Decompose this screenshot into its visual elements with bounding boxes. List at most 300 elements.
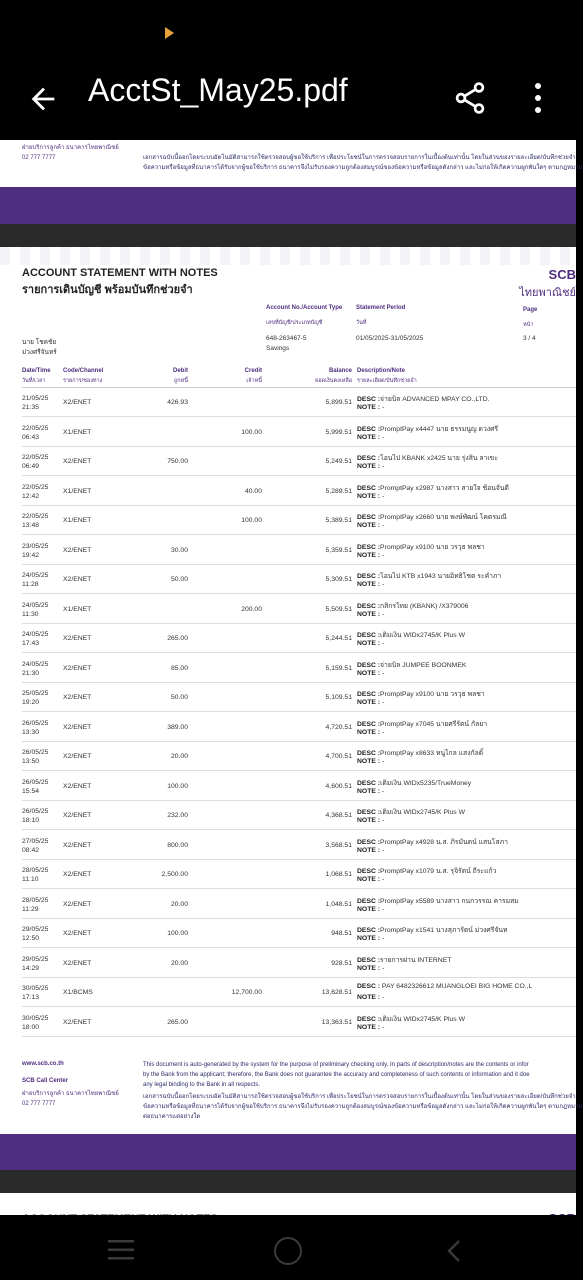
disclaimer-th-line3: ต่อธนาคารแต่อย่างใด xyxy=(143,1114,201,1120)
row-time: 11:28 xyxy=(22,581,39,588)
col-date-th: วันที่/เวลา xyxy=(22,378,46,384)
row-date: 25/05/25 xyxy=(22,690,49,697)
row-balance: 13,628.51 xyxy=(321,989,352,996)
row-time: 11:29 xyxy=(22,905,39,913)
desc-label: DESC : xyxy=(357,838,381,846)
note-label: NOTE : xyxy=(357,758,381,765)
row-time: 06:43 xyxy=(22,433,40,441)
note-label: NOTE : xyxy=(357,905,381,913)
row-debit: 232.00 xyxy=(167,812,188,819)
row-time: 08:42 xyxy=(22,846,40,854)
col-credit-th: เจ้าหนี้ xyxy=(246,378,262,384)
row-balance: 1,068.51 xyxy=(325,871,352,878)
row-datetime xyxy=(22,601,48,619)
disclaimer-en-line1: This document is auto-generated by the system for the purpose of preliminary checking only. In parts of description/notes are the contents or infor xyxy=(143,1062,529,1068)
bank-name-th: ไทยพาณิชย์ xyxy=(519,287,576,299)
table-row xyxy=(0,742,576,771)
notification-play-icon xyxy=(165,27,174,39)
desc-value: เติมเงิน WIDx2745/K Plus W xyxy=(380,632,466,639)
customer-name: นาย โชคชัย xyxy=(22,339,57,346)
row-debit: 20.00 xyxy=(170,753,188,760)
note-label: NOTE : xyxy=(357,728,381,736)
share-icon[interactable] xyxy=(452,80,488,116)
statement-period: 01/05/2025-31/05/2025 xyxy=(356,335,424,342)
note-value: - xyxy=(381,669,385,677)
row-time: 19:20 xyxy=(22,699,40,706)
note-label: NOTE : xyxy=(357,669,381,677)
document-title: AcctSt_May25.pdf xyxy=(88,72,348,108)
pdf-page-3 xyxy=(0,247,582,1134)
row-time: 06:49 xyxy=(22,463,40,470)
row-datetime xyxy=(22,453,48,471)
row-date: 28/05/25 xyxy=(22,896,49,904)
row-time: 11:10 xyxy=(22,876,39,883)
row-datetime xyxy=(22,984,48,1002)
desc-value: จ่ายบิล ADVANCED MPAY CO.,LTD. xyxy=(380,396,490,403)
row-code: X1/ENET xyxy=(63,605,92,613)
col-description: Description/Note xyxy=(357,368,406,374)
row-note xyxy=(357,906,384,913)
row-balance: 5,509.51 xyxy=(325,605,352,613)
page-label: Page xyxy=(523,307,538,313)
row-date: 26/05/25 xyxy=(22,749,49,756)
table-row xyxy=(0,919,576,948)
recent-apps-icon[interactable] xyxy=(107,1239,135,1261)
row-time: 18:00 xyxy=(22,1023,40,1031)
row-datetime xyxy=(22,394,48,412)
row-note xyxy=(357,994,384,1001)
note-value: - xyxy=(381,463,385,470)
desc-label: DESC : xyxy=(357,897,381,905)
desc-label: DESC : xyxy=(357,1015,381,1023)
desc-value: โอนไป KBANK x2425 นาย รุ่งสิน ลาเขะ xyxy=(380,455,498,462)
row-balance: 3,568.51 xyxy=(325,841,352,849)
row-balance: 5,244.51 xyxy=(325,635,352,642)
note-label: NOTE : xyxy=(357,433,381,441)
row-date: 23/05/25 xyxy=(22,542,49,550)
row-balance: 4,700.51 xyxy=(325,753,352,760)
table-row xyxy=(0,477,576,506)
row-note xyxy=(357,935,384,942)
table-row xyxy=(0,860,576,889)
desc-value: PromptPay x5589 นางสาว กนกวรรณ คารมสม xyxy=(380,897,519,905)
row-note xyxy=(357,670,384,677)
row-time: 15:54 xyxy=(22,787,40,795)
row-datetime xyxy=(22,1014,48,1032)
table-row xyxy=(0,772,576,801)
note-label: NOTE : xyxy=(357,581,381,588)
row-code: X2/ENET xyxy=(63,753,92,760)
row-date: 26/05/25 xyxy=(22,719,49,727)
page-label-th: หน้า xyxy=(523,322,534,328)
desc-label: DESC : xyxy=(357,720,381,728)
row-description xyxy=(357,718,487,729)
col-description-th: รายละเอียด/บันทึกช่วยจำ xyxy=(357,378,417,384)
row-datetime xyxy=(22,571,48,589)
note-value: - xyxy=(381,551,385,559)
row-balance: 4,368.51 xyxy=(325,812,352,819)
back-chevron-icon[interactable] xyxy=(444,1239,464,1263)
row-date: 29/05/25 xyxy=(22,926,49,933)
system-nav-bar xyxy=(0,1215,576,1280)
row-datetime xyxy=(22,778,48,796)
row-code: X2/ENET xyxy=(63,812,92,819)
row-date: 24/05/25 xyxy=(22,631,49,638)
row-note xyxy=(357,552,384,559)
desc-value: เติมเงิน WIDx2745/K Plus W xyxy=(380,809,466,816)
row-note xyxy=(357,847,384,854)
row-note xyxy=(357,817,384,824)
table-row xyxy=(0,536,576,565)
row-date: 27/05/25 xyxy=(22,837,49,845)
account-label-th: เลขที่บัญชี/ประเภทบัญชี xyxy=(266,320,323,326)
note-value: - xyxy=(381,699,385,706)
row-code: X1/ENET xyxy=(63,517,92,524)
row-balance: 5,289.51 xyxy=(325,487,352,495)
desc-label: DESC : xyxy=(357,455,381,462)
row-datetime xyxy=(22,896,48,914)
desc-label: DESC : xyxy=(357,750,381,757)
row-balance: 5,389.51 xyxy=(325,517,352,524)
note-value: - xyxy=(381,964,385,972)
row-debit: 2,500.00 xyxy=(161,871,188,878)
row-date: 24/05/25 xyxy=(22,660,49,668)
row-code: X2/ENET xyxy=(63,930,92,937)
row-balance: 5,109.51 xyxy=(325,694,352,701)
note-label: NOTE : xyxy=(357,551,381,559)
note-value: - xyxy=(381,404,385,411)
row-description xyxy=(357,659,466,670)
row-note xyxy=(357,699,384,706)
row-description xyxy=(357,895,519,906)
row-debit: 389.00 xyxy=(167,723,188,731)
row-balance: 4,600.51 xyxy=(325,782,352,790)
table-row xyxy=(0,801,576,830)
table-row xyxy=(0,949,576,978)
statement-title-th: รายการเดินบัญชี พร้อมบันทึกช่วยจำ xyxy=(22,284,193,296)
row-date: 28/05/25 xyxy=(22,867,49,874)
row-balance: 4,720.51 xyxy=(325,723,352,731)
table-row xyxy=(0,388,576,417)
row-balance: 5,359.51 xyxy=(325,546,352,554)
row-time: 21:30 xyxy=(22,669,40,677)
row-note xyxy=(357,788,384,795)
table-row xyxy=(0,683,576,712)
row-note xyxy=(357,1024,384,1031)
row-description xyxy=(357,393,490,404)
col-debit: Debit xyxy=(173,368,188,374)
page-number: 3 / 4 xyxy=(523,335,536,342)
account-number: 648-263467-5 xyxy=(266,335,307,342)
row-date: 24/05/25 xyxy=(22,572,49,579)
note-value: - xyxy=(381,994,385,1001)
desc-label: DESC : xyxy=(357,691,381,698)
row-debit: 800.00 xyxy=(167,841,188,849)
table-row xyxy=(0,595,576,624)
row-description xyxy=(357,777,471,788)
note-value: - xyxy=(381,640,385,647)
row-datetime xyxy=(22,955,48,973)
row-note xyxy=(357,611,384,618)
note-value: - xyxy=(381,817,385,824)
row-code: X1/BCMS xyxy=(63,989,93,996)
desc-label: DESC : xyxy=(357,927,381,934)
table-row xyxy=(0,713,576,742)
desc-value: PAY 6482326612 MUANGLOEI BIG HOME CO.,L xyxy=(380,983,533,990)
row-debit: 100.00 xyxy=(167,930,188,937)
desc-value: PromptPay x1541 นางสุภารัตน์ ม่วงศรีจันท xyxy=(380,927,508,934)
website-link[interactable]: www.scb.co.th xyxy=(22,1061,64,1067)
arrow-left-icon[interactable] xyxy=(26,82,60,116)
row-time: 13:50 xyxy=(22,758,40,765)
row-date: 22/05/25 xyxy=(22,424,49,432)
col-balance-th: ยอดเงินคงเหลือ xyxy=(315,378,352,384)
row-debit: 426.93 xyxy=(167,399,188,406)
row-code: X2/ENET xyxy=(63,694,92,701)
row-date: 26/05/25 xyxy=(22,778,49,786)
row-credit: 200.00 xyxy=(241,605,262,613)
row-code: X2/ENET xyxy=(63,635,92,642)
row-code: X2/ENET xyxy=(63,1018,92,1026)
row-note xyxy=(357,404,384,411)
row-datetime xyxy=(22,866,48,884)
col-code: Code/Channel xyxy=(63,368,104,374)
row-datetime xyxy=(22,689,48,707)
row-credit: 100.00 xyxy=(241,428,262,436)
service-phone: 02 777 7777 xyxy=(22,1101,56,1107)
row-debit: 30.00 xyxy=(170,546,188,554)
row-description xyxy=(357,806,465,817)
page-footer-band xyxy=(0,1134,576,1170)
desc-label: DESC : xyxy=(357,484,381,492)
row-time: 14:29 xyxy=(22,964,40,972)
desc-label: DESC : xyxy=(357,573,381,580)
page-footer-band xyxy=(0,187,576,224)
desc-label: DESC : xyxy=(357,983,381,990)
desc-label: DESC : xyxy=(357,809,381,816)
desc-label: DESC : xyxy=(357,956,381,964)
desc-value: PromptPay x9100 นาย วรวุธ พลชา xyxy=(380,691,485,698)
row-balance: 5,249.51 xyxy=(325,458,352,465)
desc-label: DESC : xyxy=(357,543,381,551)
col-balance: Balance xyxy=(328,368,352,374)
row-datetime xyxy=(22,483,48,501)
note-label: NOTE : xyxy=(357,492,381,500)
row-description xyxy=(357,924,507,935)
note-label: NOTE : xyxy=(357,404,381,411)
row-note xyxy=(357,434,384,441)
row-debit: 85.00 xyxy=(170,664,188,672)
row-code: X2/ENET xyxy=(63,576,92,583)
col-code-th: รายการ/ช่องทาง xyxy=(63,378,103,384)
col-date: Date/Time xyxy=(22,368,51,374)
row-time: 17:43 xyxy=(22,640,40,647)
row-datetime xyxy=(22,424,48,442)
desc-value: PromptPay x7045 นายศรีรัตน์ กัลยา xyxy=(380,720,488,728)
row-divider xyxy=(22,1036,576,1037)
row-code: X2/ENET xyxy=(63,841,92,849)
col-debit-th: ถูกหนี้ xyxy=(173,378,188,384)
note-value: - xyxy=(381,581,385,588)
pdf-page-2-bottom xyxy=(0,140,582,224)
row-description xyxy=(357,541,485,552)
desc-value: PromptPay x2987 นางสาว สายใจ ช้อนจันดี xyxy=(380,484,509,492)
row-credit: 100.00 xyxy=(241,517,262,524)
note-label: NOTE : xyxy=(357,817,381,824)
row-debit: 265.00 xyxy=(167,635,188,642)
desc-value: PromptPay x8633 หนูไกล แสงกัลดิ์ xyxy=(380,750,484,757)
row-debit: 50.00 xyxy=(170,694,188,701)
disclaimer-th-line1: เอกสารฉบับนี้ออกโดยระบบอัตโนมัติสามารถใช้ตรวจสอบผู้ขอใช้บริการ เพื่อประโยชน์ในการตรวจสอบรายการในเบื้องต้นเท่านั้น โดยในส่วนของรายละเอียด/บันทึกช่วยจำ xyxy=(143,1094,576,1100)
desc-label: DESC : xyxy=(357,661,381,669)
row-debit: 20.00 xyxy=(170,900,188,908)
row-note xyxy=(357,758,384,765)
app-bar xyxy=(0,60,576,140)
row-code: X2/ENET xyxy=(63,871,92,878)
row-date: 29/05/25 xyxy=(22,955,49,963)
desc-label: DESC : xyxy=(357,396,381,403)
disclaimer-th-line2: ข้อความหรือข้อมูลที่ธนาคารได้รับจากผู้ขอใช้บริการ ธนาคารจึงไม่รับรองความถูกต้องสมบูรณ์ของข้อความหรือข้อมูลดังกล่าว และไม่ก่อให้เกิดความผูกพันใดๆ ตามกฎหมาย xyxy=(143,165,582,171)
row-balance: 948.51 xyxy=(331,930,352,937)
table-row xyxy=(0,506,576,535)
row-note xyxy=(357,493,384,500)
note-label: NOTE : xyxy=(357,463,381,470)
desc-value: PromptPay x4447 นาย ธรรมนูญ ดวงศรี xyxy=(380,425,499,433)
row-date: 22/05/25 xyxy=(22,483,49,491)
note-label: NOTE : xyxy=(357,964,381,972)
table-row xyxy=(0,1008,576,1037)
row-code: X2/ENET xyxy=(63,458,92,465)
note-label: NOTE : xyxy=(357,1023,381,1031)
desc-label: DESC : xyxy=(357,632,381,639)
row-debit: 20.00 xyxy=(170,959,188,967)
row-description xyxy=(357,865,496,876)
row-date: 30/05/25 xyxy=(22,985,49,992)
row-datetime xyxy=(22,925,48,943)
statement-title: ACCOUNT STATEMENT WITH NOTES xyxy=(22,267,218,279)
note-label: NOTE : xyxy=(357,994,381,1001)
row-datetime xyxy=(22,630,48,648)
row-description xyxy=(357,511,507,522)
note-value: - xyxy=(381,935,385,942)
row-description xyxy=(357,452,498,463)
desc-value: เติมเงิน WIDx5235/TrueMoney xyxy=(380,779,472,787)
header-pattern xyxy=(0,247,576,265)
row-code: X2/ENET xyxy=(63,900,92,908)
row-balance: 5,999.51 xyxy=(325,428,352,436)
row-balance: 5,309.51 xyxy=(325,576,352,583)
call-center-label: SCB Call Center xyxy=(22,1078,69,1084)
row-code: X2/ENET xyxy=(63,399,92,406)
row-code: X2/ENET xyxy=(63,959,92,967)
row-description xyxy=(357,983,532,990)
row-code: X2/ENET xyxy=(63,723,92,731)
disclaimer-th-line1: เอกสารฉบับนี้ออกโดยระบบอัตโนมัติสามารถใช้ตรวจสอบผู้ขอใช้บริการ เพื่อประโยชน์ในการตรวจสอบรายการในเบื้องต้นเท่านั้น โดยในส่วนของรายละเอียด/บันทึกช่วยจำ xyxy=(143,155,576,161)
desc-value: PromptPay x1079 น.ส. รุจิรัตน์ ถีระแก้ว xyxy=(380,868,497,875)
row-description xyxy=(357,954,451,965)
note-value: - xyxy=(381,728,385,736)
table-row xyxy=(0,890,576,919)
desc-label: DESC : xyxy=(357,868,381,875)
row-time: 21:35 xyxy=(22,404,40,411)
desc-value: จ่ายบิล JUMPEE BOONMEK xyxy=(380,661,467,669)
disclaimer-th-line2: ข้อความหรือข้อมูลที่ธนาคารได้รับจากผู้ขอใช้บริการ ธนาคารจึงไม่รับรองความถูกต้องสมบูรณ์ของข้อความหรือข้อมูลดังกล่าว และไม่ก่อให้เกิดความผูกพันใดๆ ตามกฎหมาย xyxy=(143,1104,582,1110)
row-description xyxy=(357,688,485,699)
row-note xyxy=(357,640,384,647)
desc-value: PromptPay x2660 นาย พงษ์พัฒน์ โคตรมณี xyxy=(380,514,507,521)
row-time: 19:42 xyxy=(22,551,40,559)
row-debit: 750.00 xyxy=(167,458,188,465)
row-note xyxy=(357,965,384,972)
row-description xyxy=(357,423,498,434)
note-label: NOTE : xyxy=(357,876,381,883)
row-date: 22/05/25 xyxy=(22,454,49,461)
table-row xyxy=(0,418,576,447)
home-icon[interactable] xyxy=(274,1237,302,1265)
row-description xyxy=(357,1013,465,1024)
table-row xyxy=(0,565,576,594)
row-date: 22/05/25 xyxy=(22,513,49,520)
row-code: X2/ENET xyxy=(63,782,92,790)
row-code: X1/ENET xyxy=(63,487,92,495)
row-debit: 100.00 xyxy=(167,782,188,790)
row-datetime xyxy=(22,542,48,560)
row-time: 13:30 xyxy=(22,728,40,736)
desc-label: DESC : xyxy=(357,779,381,787)
more-vertical-icon[interactable] xyxy=(526,80,550,116)
period-label: Statement Period xyxy=(356,305,406,311)
table-row xyxy=(0,978,576,1007)
desc-label: DESC : xyxy=(357,602,381,610)
row-note xyxy=(357,522,384,529)
row-description xyxy=(357,836,508,847)
row-description xyxy=(357,482,509,493)
desc-value: โอนไป KTB x1943 นายอิทธิโชต ระคำภา xyxy=(380,573,502,580)
row-note xyxy=(357,463,384,470)
note-value: - xyxy=(381,492,385,500)
row-datetime xyxy=(22,719,48,737)
row-datetime xyxy=(22,660,48,678)
note-value: - xyxy=(381,758,385,765)
note-value: - xyxy=(381,876,385,883)
note-label: NOTE : xyxy=(357,522,381,529)
row-balance: 5,159.51 xyxy=(325,664,352,672)
note-label: NOTE : xyxy=(357,640,381,647)
row-datetime xyxy=(22,512,48,530)
row-description xyxy=(357,747,483,758)
row-balance: 928.51 xyxy=(331,959,352,967)
row-balance: 5,899.51 xyxy=(325,399,352,406)
pdf-viewer[interactable] xyxy=(0,140,582,1215)
row-time: 12:50 xyxy=(22,935,40,942)
note-value: - xyxy=(381,522,385,529)
row-time: 17:13 xyxy=(22,994,40,1001)
service-label: ฝ่ายบริการลูกค้า ธนาคารไทยพาณิชย์ xyxy=(22,1091,119,1097)
bank-logo-text: SCB xyxy=(548,267,576,282)
note-label: NOTE : xyxy=(357,846,381,854)
table-row xyxy=(0,447,576,476)
desc-value: PromptPay x4928 น.ส. ภิรมันตน์ แสนโสภา xyxy=(380,838,508,846)
row-credit: 12,700.00 xyxy=(231,989,262,996)
desc-value: กสิกรไทย (KBANK) /X379006 xyxy=(380,602,469,610)
col-credit: Credit xyxy=(244,368,262,374)
note-value: - xyxy=(381,433,385,441)
row-time: 11:30 xyxy=(22,610,39,618)
status-bar xyxy=(0,0,576,60)
row-code: X2/ENET xyxy=(63,546,92,554)
note-value: - xyxy=(381,905,385,913)
table-row xyxy=(0,624,576,653)
